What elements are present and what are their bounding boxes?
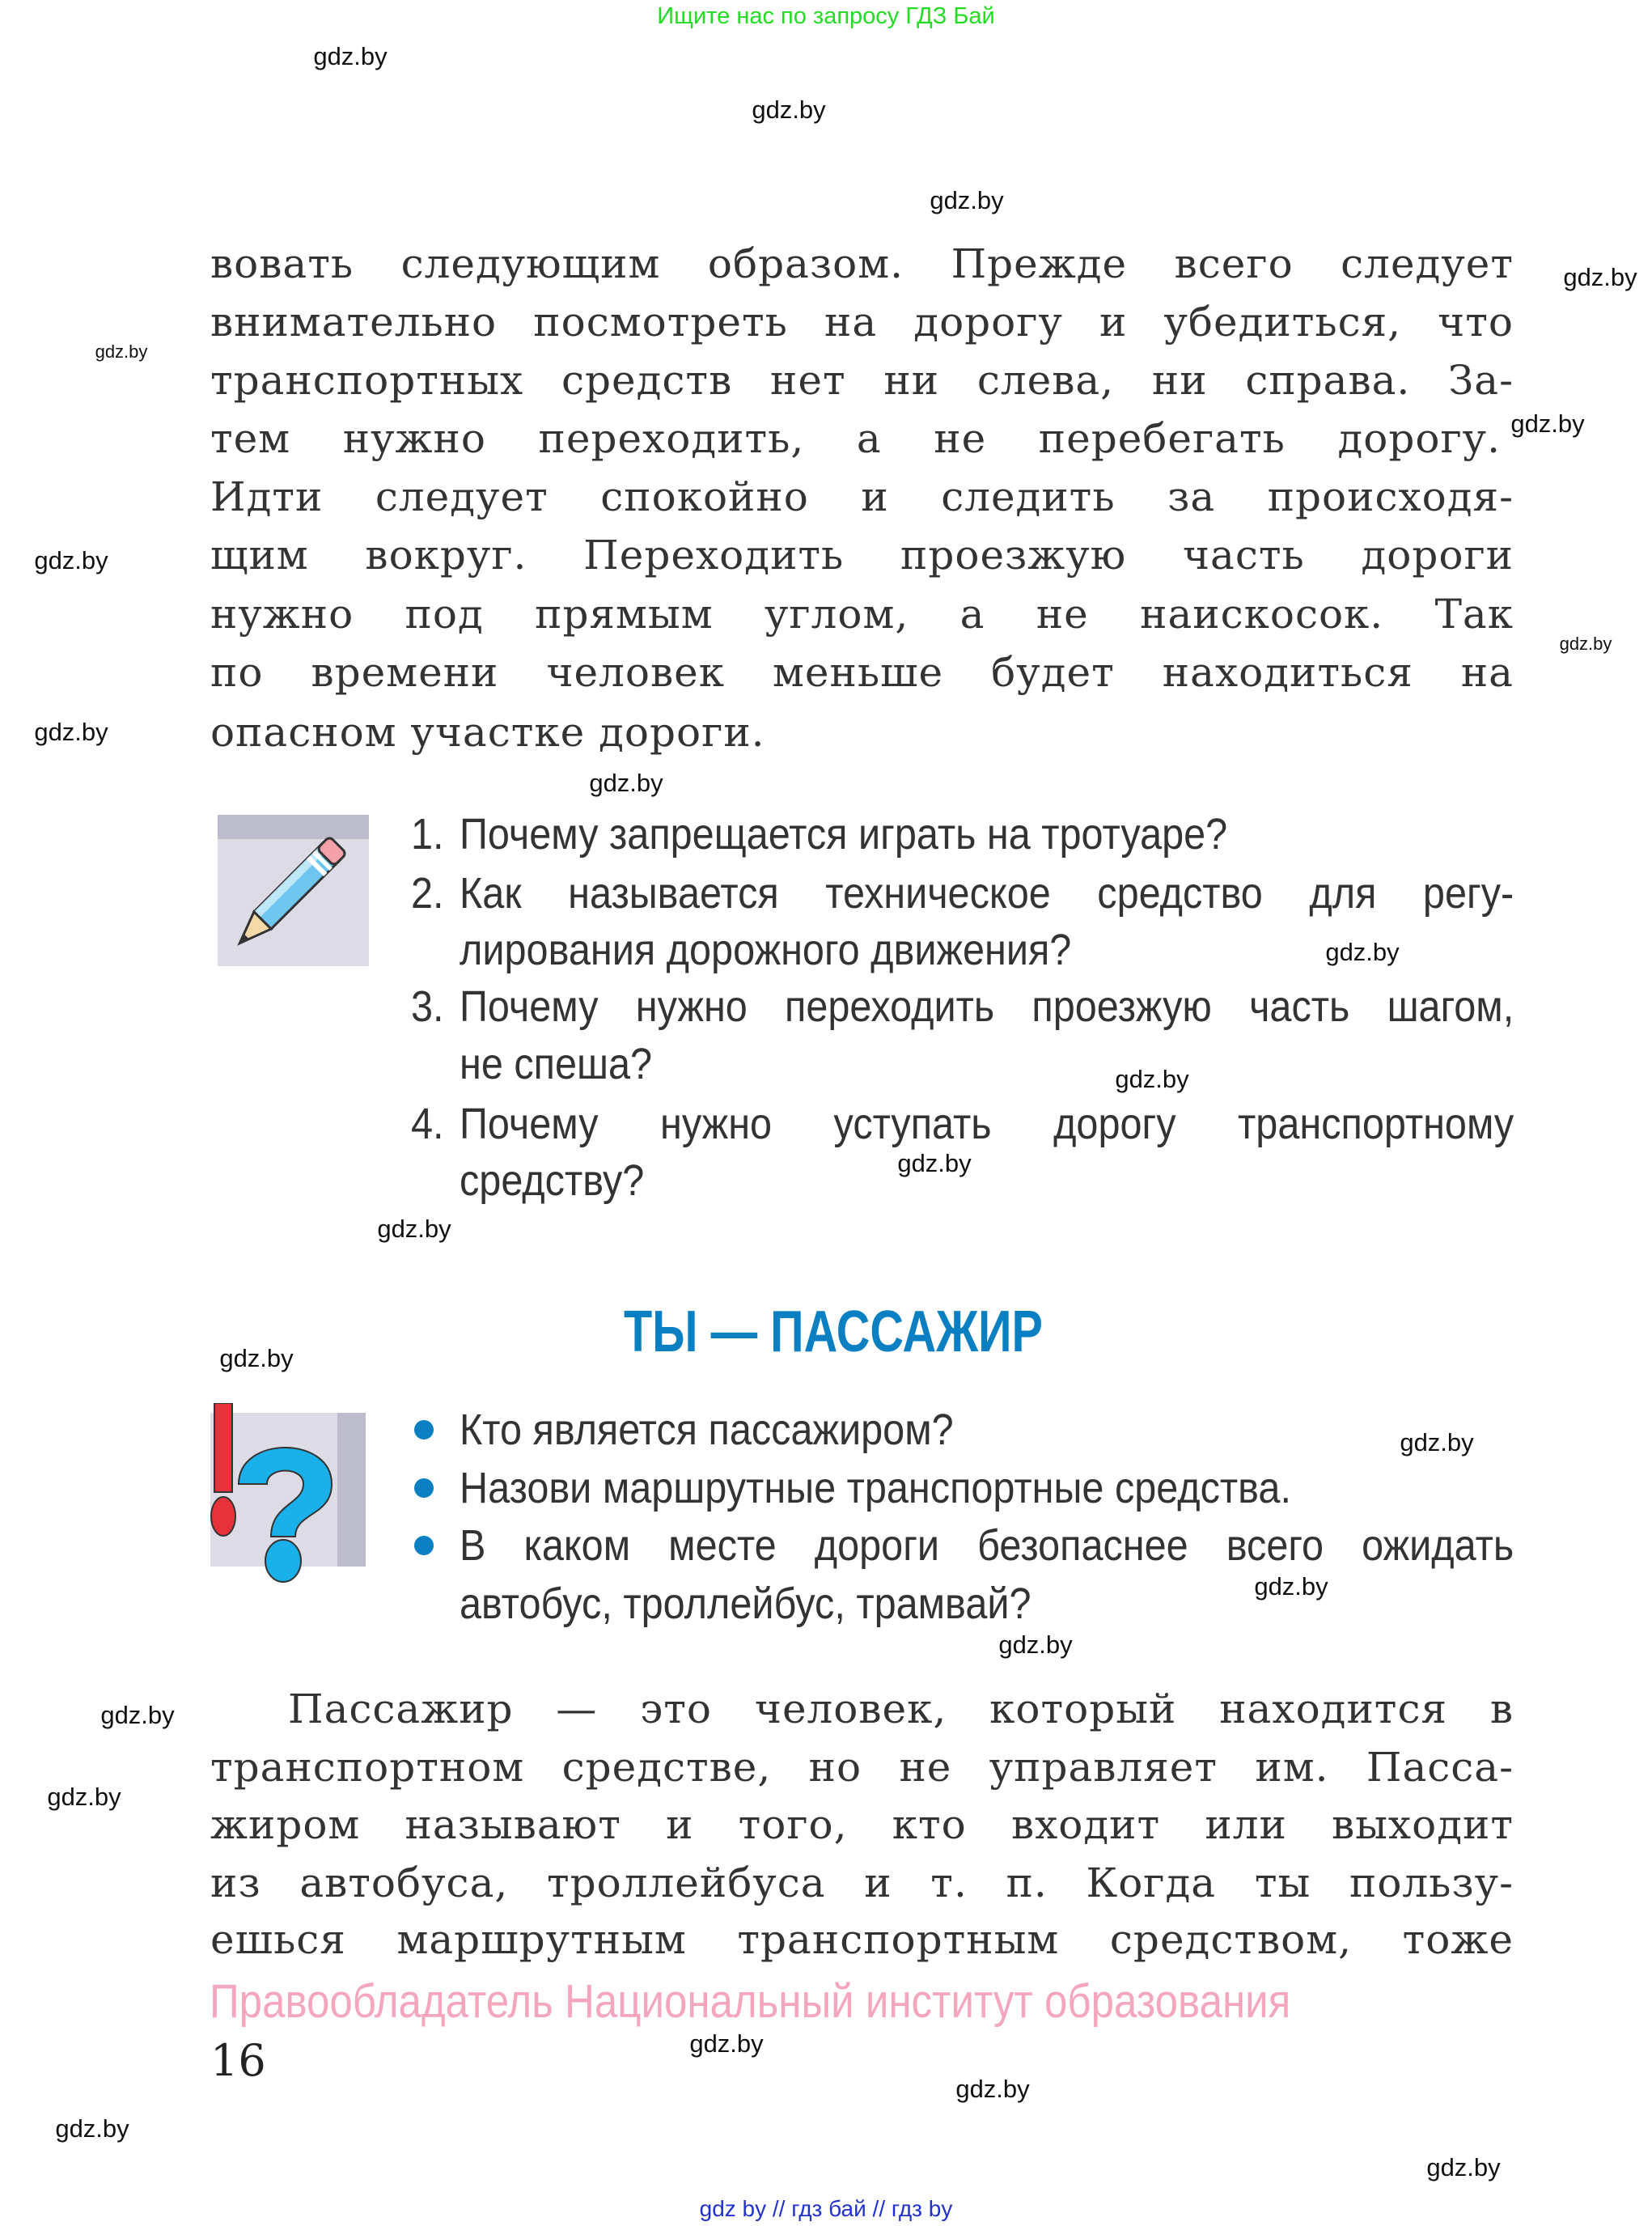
text-line: из автобуса, троллейбуса и т. п. Когда ты пользу- <box>210 1859 1514 1906</box>
watermark: gdz.by <box>1559 634 1612 654</box>
question-number: 2. <box>411 869 444 918</box>
copyright-notice: Правообладатель Национальный институт образования <box>210 1975 1291 2028</box>
watermark: gdz.by <box>34 718 108 746</box>
pencil-icon <box>218 815 369 966</box>
text-line: жиром называют и того, кто входит или выходит <box>210 1801 1514 1848</box>
watermark: gdz.by <box>55 2114 129 2143</box>
watermark: gdz.by <box>1510 409 1585 438</box>
question-text: средству? <box>460 1156 645 1205</box>
watermark: gdz.by <box>897 1149 972 1177</box>
text-line: Идти следует спокойно и следить за происходя- <box>210 473 1514 520</box>
question-number: 4. <box>411 1100 444 1148</box>
section-title: ТЫ — ПАССАЖИР <box>624 1300 1043 1364</box>
text-line: транспортном средстве, но не управляет им. Пасса- <box>210 1744 1514 1791</box>
watermark: gdz.by <box>930 186 1004 214</box>
watermark: gdz.by <box>1115 1065 1189 1093</box>
question-number: 1. <box>411 810 444 859</box>
watermark: gdz.by <box>377 1215 451 1243</box>
page-number: 16 <box>210 2035 266 2086</box>
watermark: gdz.by <box>1563 263 1637 291</box>
bullet-icon <box>414 1536 434 1555</box>
watermark: gdz.by <box>955 2075 1030 2103</box>
text-line: ешься маршрутным транспортным средством, тоже <box>210 1916 1514 1963</box>
question-text: Почему нужно переходить проезжую часть шагом, <box>460 982 1514 1031</box>
watermark: gdz.by <box>689 2029 764 2058</box>
question-text: лирования дорожного движения? <box>460 926 1072 974</box>
watermark: gdz.by <box>313 42 388 70</box>
watermark: gdz.by <box>1400 1428 1474 1456</box>
watermark: gdz.by <box>1325 938 1400 966</box>
question-number: 3. <box>411 982 444 1031</box>
text-line: Пассажир — это человек, который находится в <box>288 1685 1514 1732</box>
exclamation-question-icon <box>210 1403 368 1585</box>
text-line: тем нужно переходить, а не перебегать дорогу. <box>210 415 1501 462</box>
watermark: gdz.by <box>1426 2153 1501 2181</box>
watermark: gdz.by <box>1254 1572 1328 1601</box>
question-text: не спеша? <box>460 1040 653 1088</box>
bullet-text: В каком месте дороги безопаснее всего ожидать <box>460 1521 1514 1570</box>
watermark: gdz.by <box>589 769 663 797</box>
question-text: Почему запрещается играть на тротуаре? <box>460 810 1228 859</box>
watermark: gdz.by <box>95 341 148 362</box>
footer-links[interactable]: gdz by // гдз бай // гдз by <box>699 2196 953 2221</box>
text-line: вовать следующим образом. Прежде всего следует <box>210 240 1514 287</box>
question-text: Как называется техническое средство для регу- <box>460 869 1514 918</box>
header-search-note: Ищите нас по запросу ГДЗ Бай <box>657 3 995 29</box>
text-line: по времени человек меньше будет находиться на <box>210 649 1514 696</box>
bullet-text: Назови маршрутные транспортные средства. <box>460 1464 1291 1512</box>
text-line: внимательно посмотреть на дорогу и убедиться, что <box>210 299 1514 346</box>
watermark: gdz.by <box>100 1701 175 1729</box>
watermark: gdz.by <box>34 546 108 575</box>
text-line: опасном участке дороги. <box>210 709 765 756</box>
watermark: gdz.by <box>752 95 826 124</box>
question-text: Почему нужно уступать дорогу транспортному <box>460 1100 1514 1148</box>
bullet-icon <box>414 1478 434 1498</box>
watermark: gdz.by <box>47 1783 121 1811</box>
watermark: gdz.by <box>219 1344 294 1372</box>
bullet-text: автобус, троллейбус, трамвай? <box>460 1579 1031 1628</box>
text-line: нужно под прямым углом, а не наискосок. Так <box>210 591 1514 638</box>
bullet-icon <box>414 1420 434 1439</box>
bullet-text: Кто является пассажиром? <box>460 1406 954 1454</box>
text-line: щим вокруг. Переходить проезжую часть дороги <box>210 532 1514 579</box>
watermark: gdz.by <box>998 1630 1073 1659</box>
text-line: транспортных средств нет ни слева, ни справа. За- <box>210 357 1514 404</box>
